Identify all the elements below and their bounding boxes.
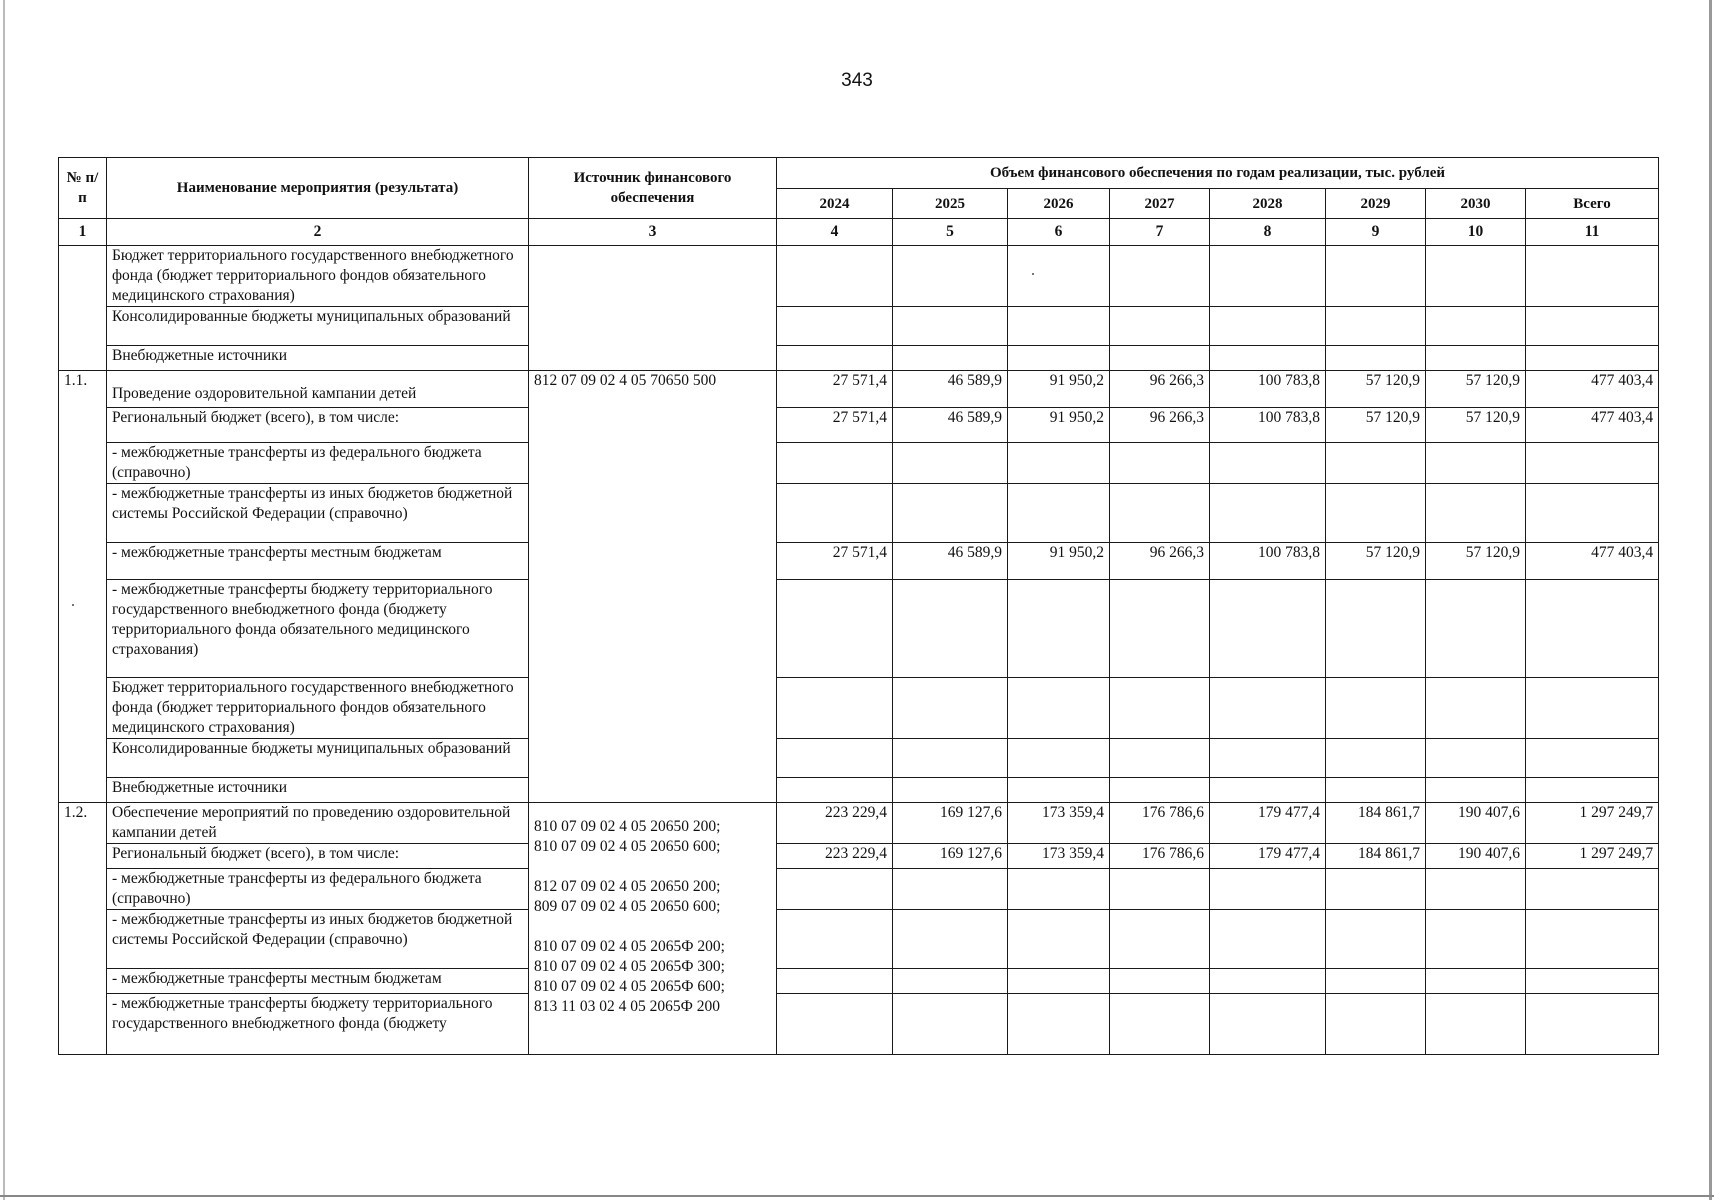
value-2027 [1110, 484, 1210, 543]
value-2027: 176 786,6 [1110, 844, 1210, 869]
table-row [59, 246, 1659, 307]
value-total [1526, 307, 1659, 346]
measure-name: - межбюджетные трансферты из федерального бюджета (справочно) [107, 869, 529, 910]
column-number-cell: 11 [1526, 219, 1659, 246]
value-2028 [1210, 678, 1326, 739]
measure-name: - межбюджетные трансферты местным бюджетам [107, 969, 529, 994]
value-total [1526, 778, 1659, 803]
value-total [1526, 869, 1659, 910]
value-2025 [893, 678, 1008, 739]
table-row [59, 307, 1659, 346]
value-2026: 91 950,2 [1008, 408, 1110, 443]
measure-name: Консолидированные бюджеты муниципальных образований [107, 739, 529, 778]
value-2025: 46 589,9 [893, 543, 1008, 580]
column-number-cell: 6 [1008, 219, 1110, 246]
value-2030: 57 120,9 [1426, 371, 1526, 408]
value-total [1526, 246, 1659, 307]
header-year-2027: 2027 [1110, 189, 1210, 219]
table-row [59, 910, 1659, 969]
column-number-cell: 3 [529, 219, 777, 246]
value-total [1526, 678, 1659, 739]
measure-name: - межбюджетные трансферты бюджету территориального государственного внебюджетного фонда (бюджету [107, 994, 529, 1055]
column-number-cell: 5 [893, 219, 1008, 246]
value-2026: 173 359,4 [1008, 803, 1110, 844]
measure-name: Консолидированные бюджеты муниципальных образований [107, 307, 529, 346]
header-no: № п/п [59, 158, 107, 219]
column-number-cell: 8 [1210, 219, 1326, 246]
header-year-2024: 2024 [777, 189, 893, 219]
value-2028 [1210, 869, 1326, 910]
value-2025 [893, 307, 1008, 346]
row-number [59, 246, 107, 371]
value-2025: 46 589,9 [893, 408, 1008, 443]
value-2030 [1426, 307, 1526, 346]
value-2030: 190 407,6 [1426, 844, 1526, 869]
value-2025: 46 589,9 [893, 371, 1008, 408]
column-number-cell: 1 [59, 219, 107, 246]
value-total: 477 403,4 [1526, 408, 1659, 443]
value-2030 [1426, 484, 1526, 543]
value-2026 [1008, 910, 1110, 969]
value-2030 [1426, 739, 1526, 778]
value-total [1526, 910, 1659, 969]
value-2028 [1210, 778, 1326, 803]
row-number: 1.2. [59, 803, 107, 1055]
table-row [59, 844, 1659, 869]
table-row [59, 484, 1659, 543]
value-2025 [893, 346, 1008, 371]
value-2029 [1326, 580, 1426, 678]
value-2029 [1326, 484, 1426, 543]
value-2029 [1326, 969, 1426, 994]
value-2027 [1110, 307, 1210, 346]
value-2030: 57 120,9 [1426, 408, 1526, 443]
value-2030 [1426, 910, 1526, 969]
value-2026 [1008, 246, 1110, 307]
value-2026: 91 950,2 [1008, 543, 1110, 580]
value-2028 [1210, 910, 1326, 969]
value-2024: 223 229,4 [777, 844, 893, 869]
value-2025 [893, 443, 1008, 484]
header-year-2028: 2028 [1210, 189, 1326, 219]
value-2027 [1110, 678, 1210, 739]
value-2024: 27 571,4 [777, 371, 893, 408]
value-2027 [1110, 994, 1210, 1055]
value-2027 [1110, 246, 1210, 307]
value-2024 [777, 969, 893, 994]
header-name: Наименование мероприятия (результата) [107, 158, 529, 219]
header-year-2029: 2029 [1326, 189, 1426, 219]
value-2024 [777, 307, 893, 346]
value-2029 [1326, 246, 1426, 307]
value-total [1526, 739, 1659, 778]
value-2026: 173 359,4 [1008, 844, 1110, 869]
header-year-2026: 2026 [1008, 189, 1110, 219]
measure-name: - межбюджетные трансферты из иных бюджетов бюджетной системы Российской Федерации (справочно) [107, 484, 529, 543]
value-2029 [1326, 678, 1426, 739]
value-2025 [893, 739, 1008, 778]
table-row [59, 371, 1659, 408]
value-total [1526, 580, 1659, 678]
value-2025 [893, 910, 1008, 969]
value-2030 [1426, 246, 1526, 307]
value-2029 [1326, 443, 1426, 484]
value-2028: 100 783,8 [1210, 543, 1326, 580]
value-2029 [1326, 346, 1426, 371]
header-volume: Объем финансового обеспечения по годам реализации, тыс. рублей [777, 158, 1659, 189]
value-2028 [1210, 580, 1326, 678]
table-row [59, 994, 1659, 1055]
value-2025: 169 127,6 [893, 844, 1008, 869]
measure-name: Бюджет территориального государственного внебюджетного фонда (бюджет территориального фондов обязательного медицинского страхования) [107, 678, 529, 739]
value-2025 [893, 969, 1008, 994]
value-2027: 96 266,3 [1110, 371, 1210, 408]
column-number-row [59, 219, 1659, 246]
value-2026 [1008, 307, 1110, 346]
value-2029: 184 861,7 [1326, 803, 1426, 844]
value-2024 [777, 246, 893, 307]
value-2025 [893, 246, 1008, 307]
measure-name: Проведение оздоровительной кампании детей [107, 371, 529, 408]
value-2028 [1210, 739, 1326, 778]
value-2030 [1426, 994, 1526, 1055]
value-2028 [1210, 346, 1326, 371]
measure-name: - межбюджетные трансферты из иных бюджетов бюджетной системы Российской Федерации (справочно) [107, 910, 529, 969]
value-2029 [1326, 307, 1426, 346]
table-row [59, 778, 1659, 803]
value-total [1526, 346, 1659, 371]
value-2026 [1008, 346, 1110, 371]
value-2027: 96 266,3 [1110, 408, 1210, 443]
value-2026: 91 950,2 [1008, 371, 1110, 408]
value-2027 [1110, 580, 1210, 678]
column-number-cell: 10 [1426, 219, 1526, 246]
value-2024 [777, 678, 893, 739]
value-2025 [893, 778, 1008, 803]
value-2028 [1210, 994, 1326, 1055]
value-2029 [1326, 869, 1426, 910]
value-2030 [1426, 346, 1526, 371]
value-2024 [777, 869, 893, 910]
value-2030: 57 120,9 [1426, 543, 1526, 580]
value-2029: 57 120,9 [1326, 543, 1426, 580]
value-2026 [1008, 678, 1110, 739]
table-row [59, 969, 1659, 994]
measure-name: - межбюджетные трансферты местным бюджетам [107, 543, 529, 580]
value-2025 [893, 580, 1008, 678]
column-number-cell: 7 [1110, 219, 1210, 246]
column-number-cell: 4 [777, 219, 893, 246]
value-2028 [1210, 246, 1326, 307]
table-row [59, 803, 1659, 844]
value-2026 [1008, 778, 1110, 803]
funding-source: 810 07 09 02 4 05 20650 200; 810 07 09 02 4 05 20650 600; 812 07 09 02 4 05 20650 200; 809 07 09 02 4 05 20650 600; 810 07 09 02 4 05 2065Ф 200; 810 07 09 02 4 05 2065Ф 300; 810 07 09 02 4 05 2065Ф 600; 813 11 03 02 4 05 2065Ф 200 [529, 803, 777, 1055]
value-2024 [777, 346, 893, 371]
value-2029: 57 120,9 [1326, 371, 1426, 408]
row-number: 1.1. [59, 371, 107, 803]
value-total [1526, 484, 1659, 543]
value-total [1526, 994, 1659, 1055]
value-2024 [777, 994, 893, 1055]
value-2026 [1008, 739, 1110, 778]
value-2028: 179 477,4 [1210, 844, 1326, 869]
scan-edge-right [1709, 0, 1712, 1200]
value-total: 477 403,4 [1526, 543, 1659, 580]
scan-edge-left [3, 0, 5, 1200]
value-2025: 169 127,6 [893, 803, 1008, 844]
value-2027 [1110, 739, 1210, 778]
value-2026 [1008, 484, 1110, 543]
value-total: 1 297 249,7 [1526, 803, 1659, 844]
value-2024 [777, 739, 893, 778]
table-row [59, 580, 1659, 678]
value-2025 [893, 994, 1008, 1055]
value-2029 [1326, 994, 1426, 1055]
budget-table [58, 157, 1659, 1055]
value-2030: 190 407,6 [1426, 803, 1526, 844]
value-2025 [893, 869, 1008, 910]
value-2028 [1210, 307, 1326, 346]
value-2029: 184 861,7 [1326, 844, 1426, 869]
value-2029 [1326, 778, 1426, 803]
measure-name: - межбюджетные трансферты из федерального бюджета (справочно) [107, 443, 529, 484]
value-2024 [777, 484, 893, 543]
value-2026 [1008, 869, 1110, 910]
table-row [59, 443, 1659, 484]
value-2027: 96 266,3 [1110, 543, 1210, 580]
value-2029 [1326, 739, 1426, 778]
page-number: 343 [841, 70, 873, 91]
value-2027: 176 786,6 [1110, 803, 1210, 844]
value-2027 [1110, 869, 1210, 910]
table-row [59, 543, 1659, 580]
value-2026 [1008, 443, 1110, 484]
measure-name: Региональный бюджет (всего), в том числе: [107, 408, 529, 443]
table-row [59, 408, 1659, 443]
table-row [59, 869, 1659, 910]
value-2028: 100 783,8 [1210, 408, 1326, 443]
value-2026 [1008, 994, 1110, 1055]
value-2027 [1110, 910, 1210, 969]
measure-name: - межбюджетные трансферты бюджету территориального государственного внебюджетного фонда (бюджету территориального фонда обязательного медицинского страхования) [107, 580, 529, 678]
measure-name: Обеспечение мероприятий по проведению оздоровительной кампании детей [107, 803, 529, 844]
value-2024 [777, 778, 893, 803]
measure-name: Внебюджетные источники [107, 778, 529, 803]
value-total [1526, 443, 1659, 484]
scan-edge-bottom [0, 1195, 1714, 1197]
value-2026 [1008, 969, 1110, 994]
value-2030 [1426, 443, 1526, 484]
value-2027 [1110, 969, 1210, 994]
value-2027 [1110, 443, 1210, 484]
value-2027 [1110, 778, 1210, 803]
table-row [59, 739, 1659, 778]
value-2028 [1210, 484, 1326, 543]
value-2030 [1426, 969, 1526, 994]
header-source: Источник финансового обеспечения [529, 158, 777, 219]
value-total: 477 403,4 [1526, 371, 1659, 408]
column-number-cell: 2 [107, 219, 529, 246]
value-2028: 100 783,8 [1210, 371, 1326, 408]
table-row [59, 346, 1659, 371]
value-2024: 27 571,4 [777, 408, 893, 443]
value-2030 [1426, 678, 1526, 739]
measure-name: Региональный бюджет (всего), в том числе: [107, 844, 529, 869]
value-2026 [1008, 580, 1110, 678]
value-total [1526, 969, 1659, 994]
value-2028 [1210, 443, 1326, 484]
value-2024 [777, 910, 893, 969]
header-year-2030: 2030 [1426, 189, 1526, 219]
value-2028 [1210, 969, 1326, 994]
value-2024 [777, 443, 893, 484]
measure-name: Внебюджетные источники [107, 346, 529, 371]
value-2024: 223 229,4 [777, 803, 893, 844]
funding-source: 812 07 09 02 4 05 70650 500 [529, 371, 777, 803]
value-2024: 27 571,4 [777, 543, 893, 580]
value-2030 [1426, 580, 1526, 678]
value-2029: 57 120,9 [1326, 408, 1426, 443]
value-2025 [893, 484, 1008, 543]
value-2024 [777, 580, 893, 678]
value-2029 [1326, 910, 1426, 969]
table-row [59, 678, 1659, 739]
value-2030 [1426, 869, 1526, 910]
value-2028: 179 477,4 [1210, 803, 1326, 844]
value-total: 1 297 249,7 [1526, 844, 1659, 869]
column-number-cell: 9 [1326, 219, 1426, 246]
value-2030 [1426, 778, 1526, 803]
header-year-2025: 2025 [893, 189, 1008, 219]
funding-source [529, 246, 777, 371]
measure-name: Бюджет территориального государственного внебюджетного фонда (бюджет территориального фондов обязательного медицинского страхования) [107, 246, 529, 307]
header-total: Всего [1526, 189, 1659, 219]
value-2027 [1110, 346, 1210, 371]
